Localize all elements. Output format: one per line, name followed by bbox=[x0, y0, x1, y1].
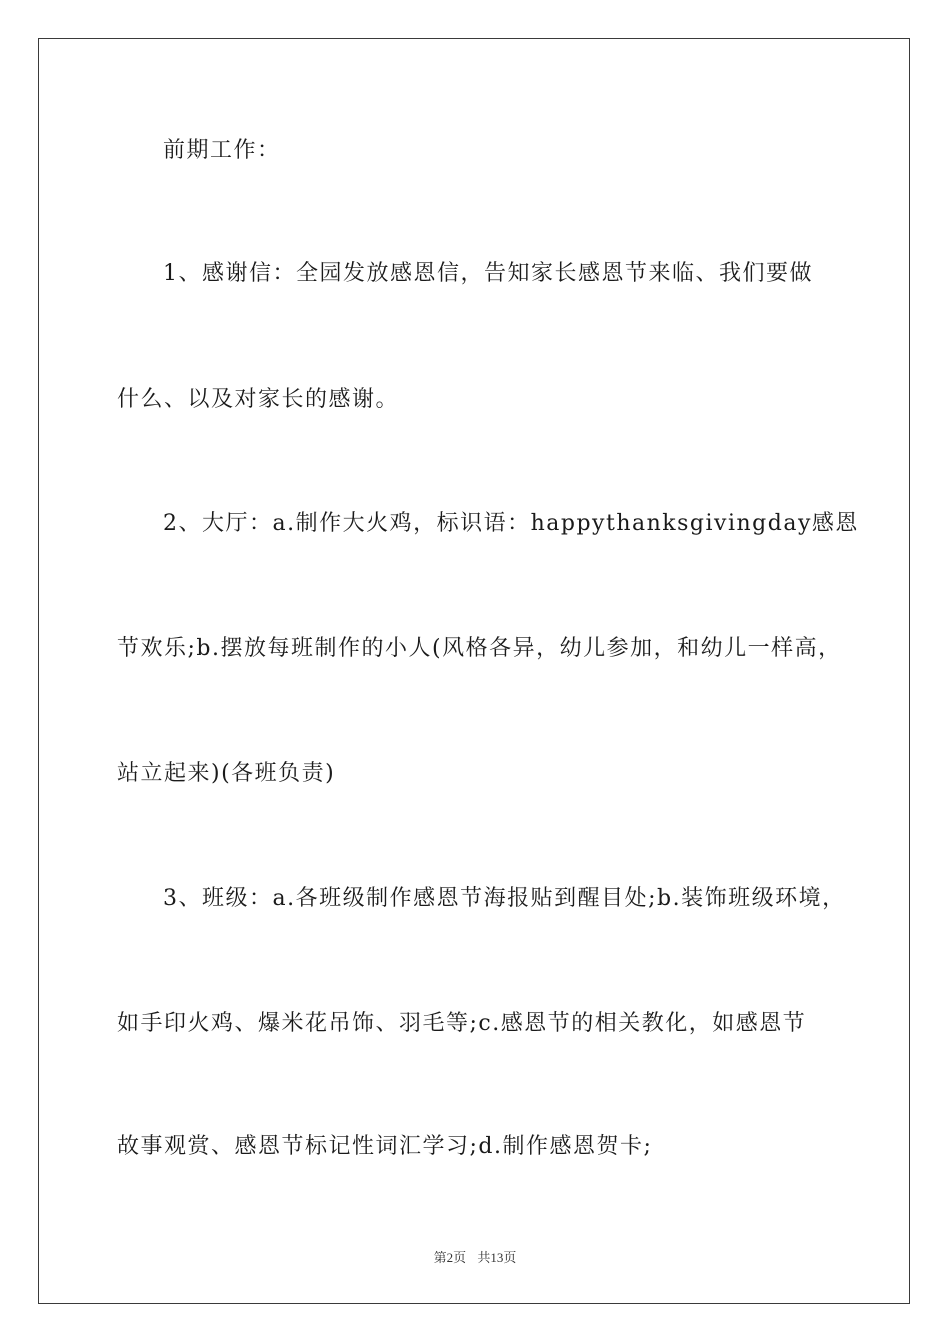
page-total: 共13页 bbox=[477, 1250, 517, 1265]
paragraph-line: 节欢乐;b.摆放每班制作的小人(风格各异，幼儿参加，和幼儿一样高， bbox=[117, 636, 842, 661]
paragraph-line: 2、大厅：a.制作大火鸡，标识语：happythanksgivingday感恩 bbox=[163, 511, 859, 536]
paragraph-line: 站立起来)(各班负责) bbox=[117, 761, 336, 786]
page-footer bbox=[0, 1247, 950, 1266]
page-border bbox=[38, 38, 910, 1304]
paragraph-line: 什么、以及对家长的感谢。 bbox=[117, 387, 400, 412]
paragraph-line: 故事观赏、感恩节标记性词汇学习;d.制作感恩贺卡; bbox=[117, 1134, 653, 1159]
paragraph-line: 1、感谢信：全园发放感恩信，告知家长感恩节来临、我们要做 bbox=[163, 261, 813, 286]
section-heading: 前期工作： bbox=[163, 138, 281, 163]
paragraph-line: 3、班级：a.各班级制作感恩节海报贴到醒目处;b.装饰班级环境， bbox=[163, 886, 846, 911]
page-number: 第2页 bbox=[433, 1250, 467, 1265]
paragraph-line: 如手印火鸡、爆米花吊饰、羽毛等;c.感恩节的相关教化，如感恩节 bbox=[117, 1011, 807, 1036]
